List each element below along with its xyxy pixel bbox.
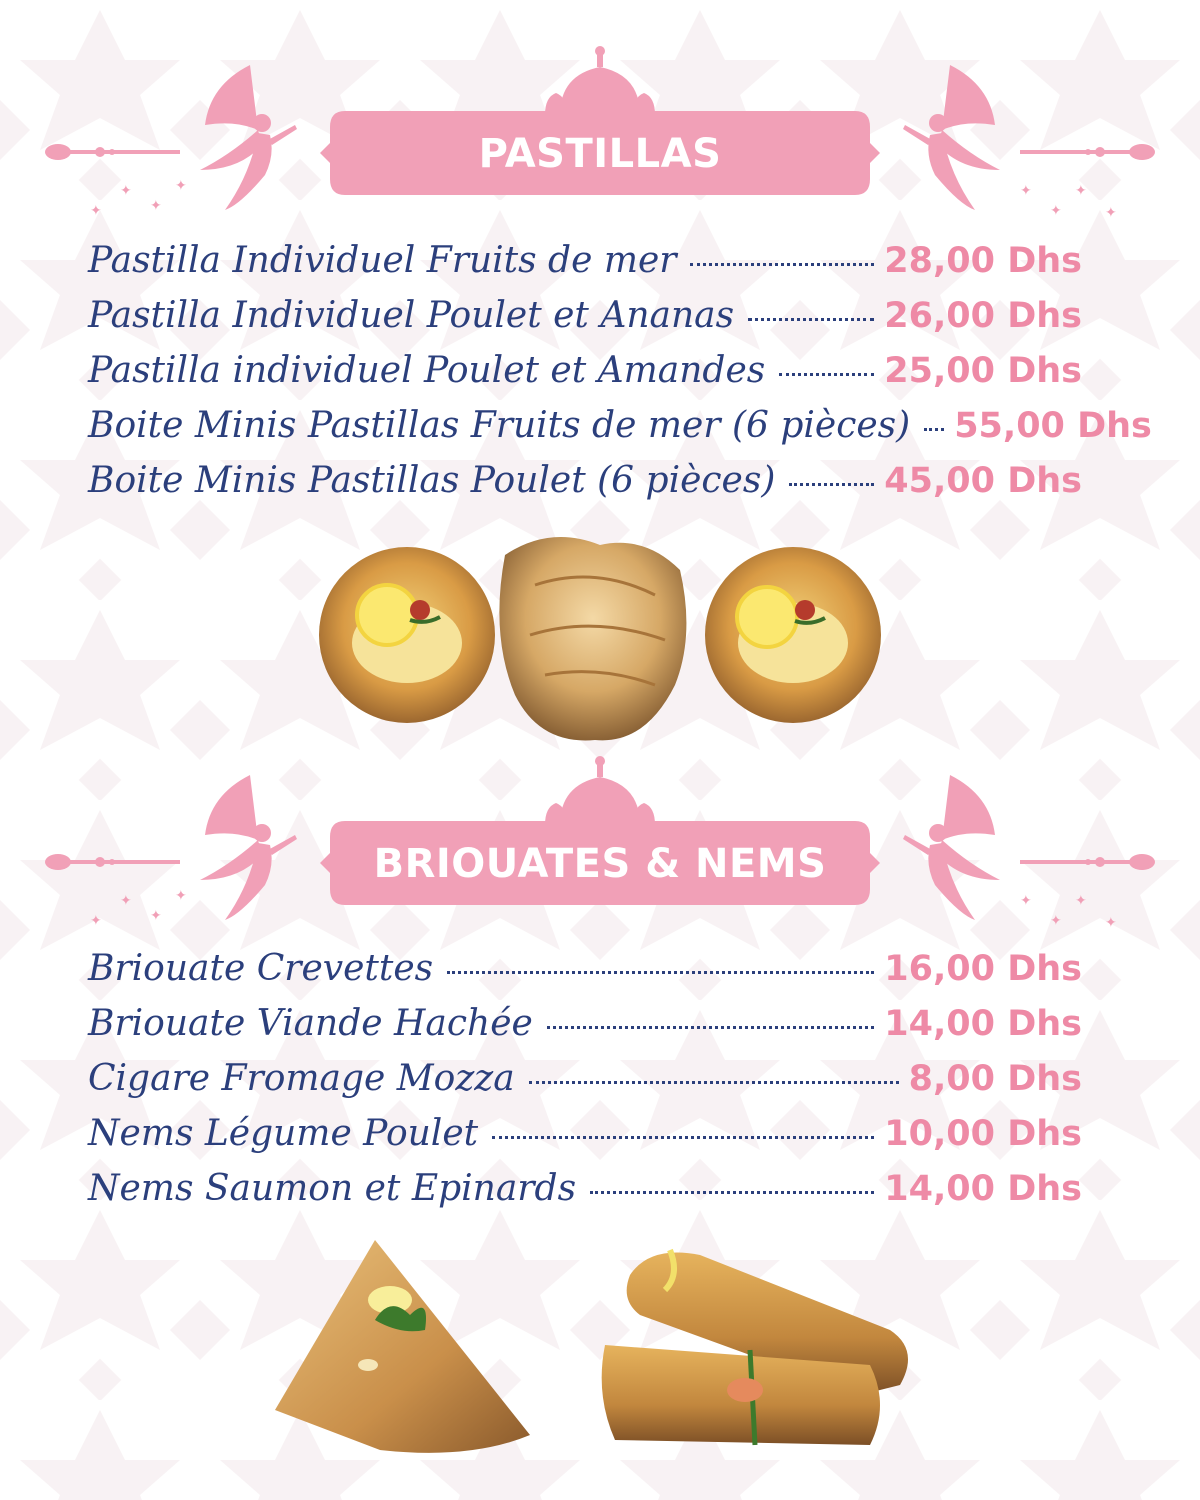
item-name: Pastilla Individuel Poulet et Ananas	[88, 295, 735, 336]
svg-text:✦: ✦	[120, 183, 132, 199]
item-name: Nems Légume Poulet	[88, 1113, 479, 1154]
svg-text:✦: ✦	[1105, 205, 1117, 221]
pastilla-lemon-photo	[705, 547, 881, 723]
dot-leader	[748, 318, 874, 321]
menu-list-pastillas	[88, 240, 1152, 515]
section-header-briouates	[0, 755, 1200, 955]
menu-item	[88, 240, 1082, 295]
svg-text:✦: ✦	[1050, 203, 1062, 219]
item-name: Pastilla Individuel Fruits de mer	[88, 240, 677, 281]
item-name: Boite Minis Pastillas Fruits de mer (6 pièces)	[88, 405, 911, 446]
briouate-triangle-photo	[275, 1240, 530, 1453]
dot-leader	[529, 1081, 899, 1084]
menu-list-briouates	[88, 948, 1082, 1223]
svg-text:✦: ✦	[120, 893, 132, 909]
briouates-photo-group	[270, 1235, 930, 1495]
dot-leader	[547, 1026, 874, 1029]
section-title: BRIOUATES & NEMS	[373, 841, 827, 887]
item-price: 45,00 Dhs	[884, 461, 1082, 501]
fairy-icon-left	[200, 775, 297, 920]
menu-item	[88, 948, 1082, 1003]
svg-text:✦: ✦	[90, 913, 102, 929]
menu-item	[88, 1058, 1082, 1113]
item-name: Nems Saumon et Epinards	[88, 1168, 577, 1209]
menu-item	[88, 1113, 1082, 1168]
svg-text:✦: ✦	[150, 908, 162, 924]
ornament-arrow-icon-left	[45, 144, 180, 160]
ornament-arrow-icon-left	[45, 854, 180, 870]
svg-text:✦: ✦	[1020, 893, 1032, 909]
svg-text:✦: ✦	[1105, 915, 1117, 931]
fairy-icon-left	[200, 65, 297, 210]
dot-leader	[447, 971, 874, 974]
item-name: Briouate Crevettes	[88, 948, 434, 989]
mosque-dome-icon	[545, 46, 655, 115]
item-price: 26,00 Dhs	[884, 296, 1082, 336]
svg-text:✦: ✦	[175, 178, 187, 194]
fairy-icon-right	[903, 775, 1000, 920]
section-title: PASTILLAS	[478, 131, 722, 177]
dot-leader	[590, 1191, 874, 1194]
menu-item	[88, 295, 1082, 350]
svg-text:✦: ✦	[1050, 913, 1062, 929]
menu-item	[88, 1003, 1082, 1058]
ornament-arrow-icon-right	[1020, 144, 1155, 160]
menu-item	[88, 1168, 1082, 1223]
pastilla-lemon-photo	[319, 547, 495, 723]
ornament-arrow-icon-right	[1020, 854, 1155, 870]
dot-leader	[492, 1136, 874, 1139]
item-price: 14,00 Dhs	[884, 1169, 1082, 1209]
dot-leader	[924, 428, 944, 431]
item-name: Cigare Fromage Mozza	[88, 1058, 515, 1099]
item-name: Boite Minis Pastillas Poulet (6 pièces)	[88, 460, 776, 501]
item-price: 28,00 Dhs	[884, 241, 1082, 281]
section-header-pastillas	[0, 45, 1200, 245]
fairy-icon-right	[903, 65, 1000, 210]
menu-item	[88, 350, 1082, 405]
item-price: 16,00 Dhs	[884, 949, 1082, 989]
svg-text:✦: ✦	[150, 198, 162, 214]
svg-text:✦: ✦	[1020, 183, 1032, 199]
pastilla-folded-photo	[499, 537, 686, 740]
svg-text:✦: ✦	[1075, 183, 1087, 199]
dot-leader	[789, 483, 874, 486]
mosque-dome-icon	[545, 756, 655, 825]
item-price: 55,00 Dhs	[954, 406, 1152, 446]
item-name: Briouate Viande Hachée	[88, 1003, 533, 1044]
item-price: 10,00 Dhs	[884, 1114, 1082, 1154]
dot-leader	[690, 263, 874, 266]
nems-rolls-photo	[602, 1250, 908, 1445]
item-price: 14,00 Dhs	[884, 1004, 1082, 1044]
item-price: 25,00 Dhs	[884, 351, 1082, 391]
svg-text:✦: ✦	[1075, 893, 1087, 909]
item-name: Pastilla individuel Poulet et Amandes	[88, 350, 766, 391]
svg-text:✦: ✦	[90, 203, 102, 219]
pastillas-photo-group	[315, 525, 885, 765]
dot-leader	[779, 373, 874, 376]
menu-item	[88, 405, 1152, 460]
svg-text:✦: ✦	[175, 888, 187, 904]
item-price: 8,00 Dhs	[908, 1059, 1082, 1099]
menu-item	[88, 460, 1082, 515]
